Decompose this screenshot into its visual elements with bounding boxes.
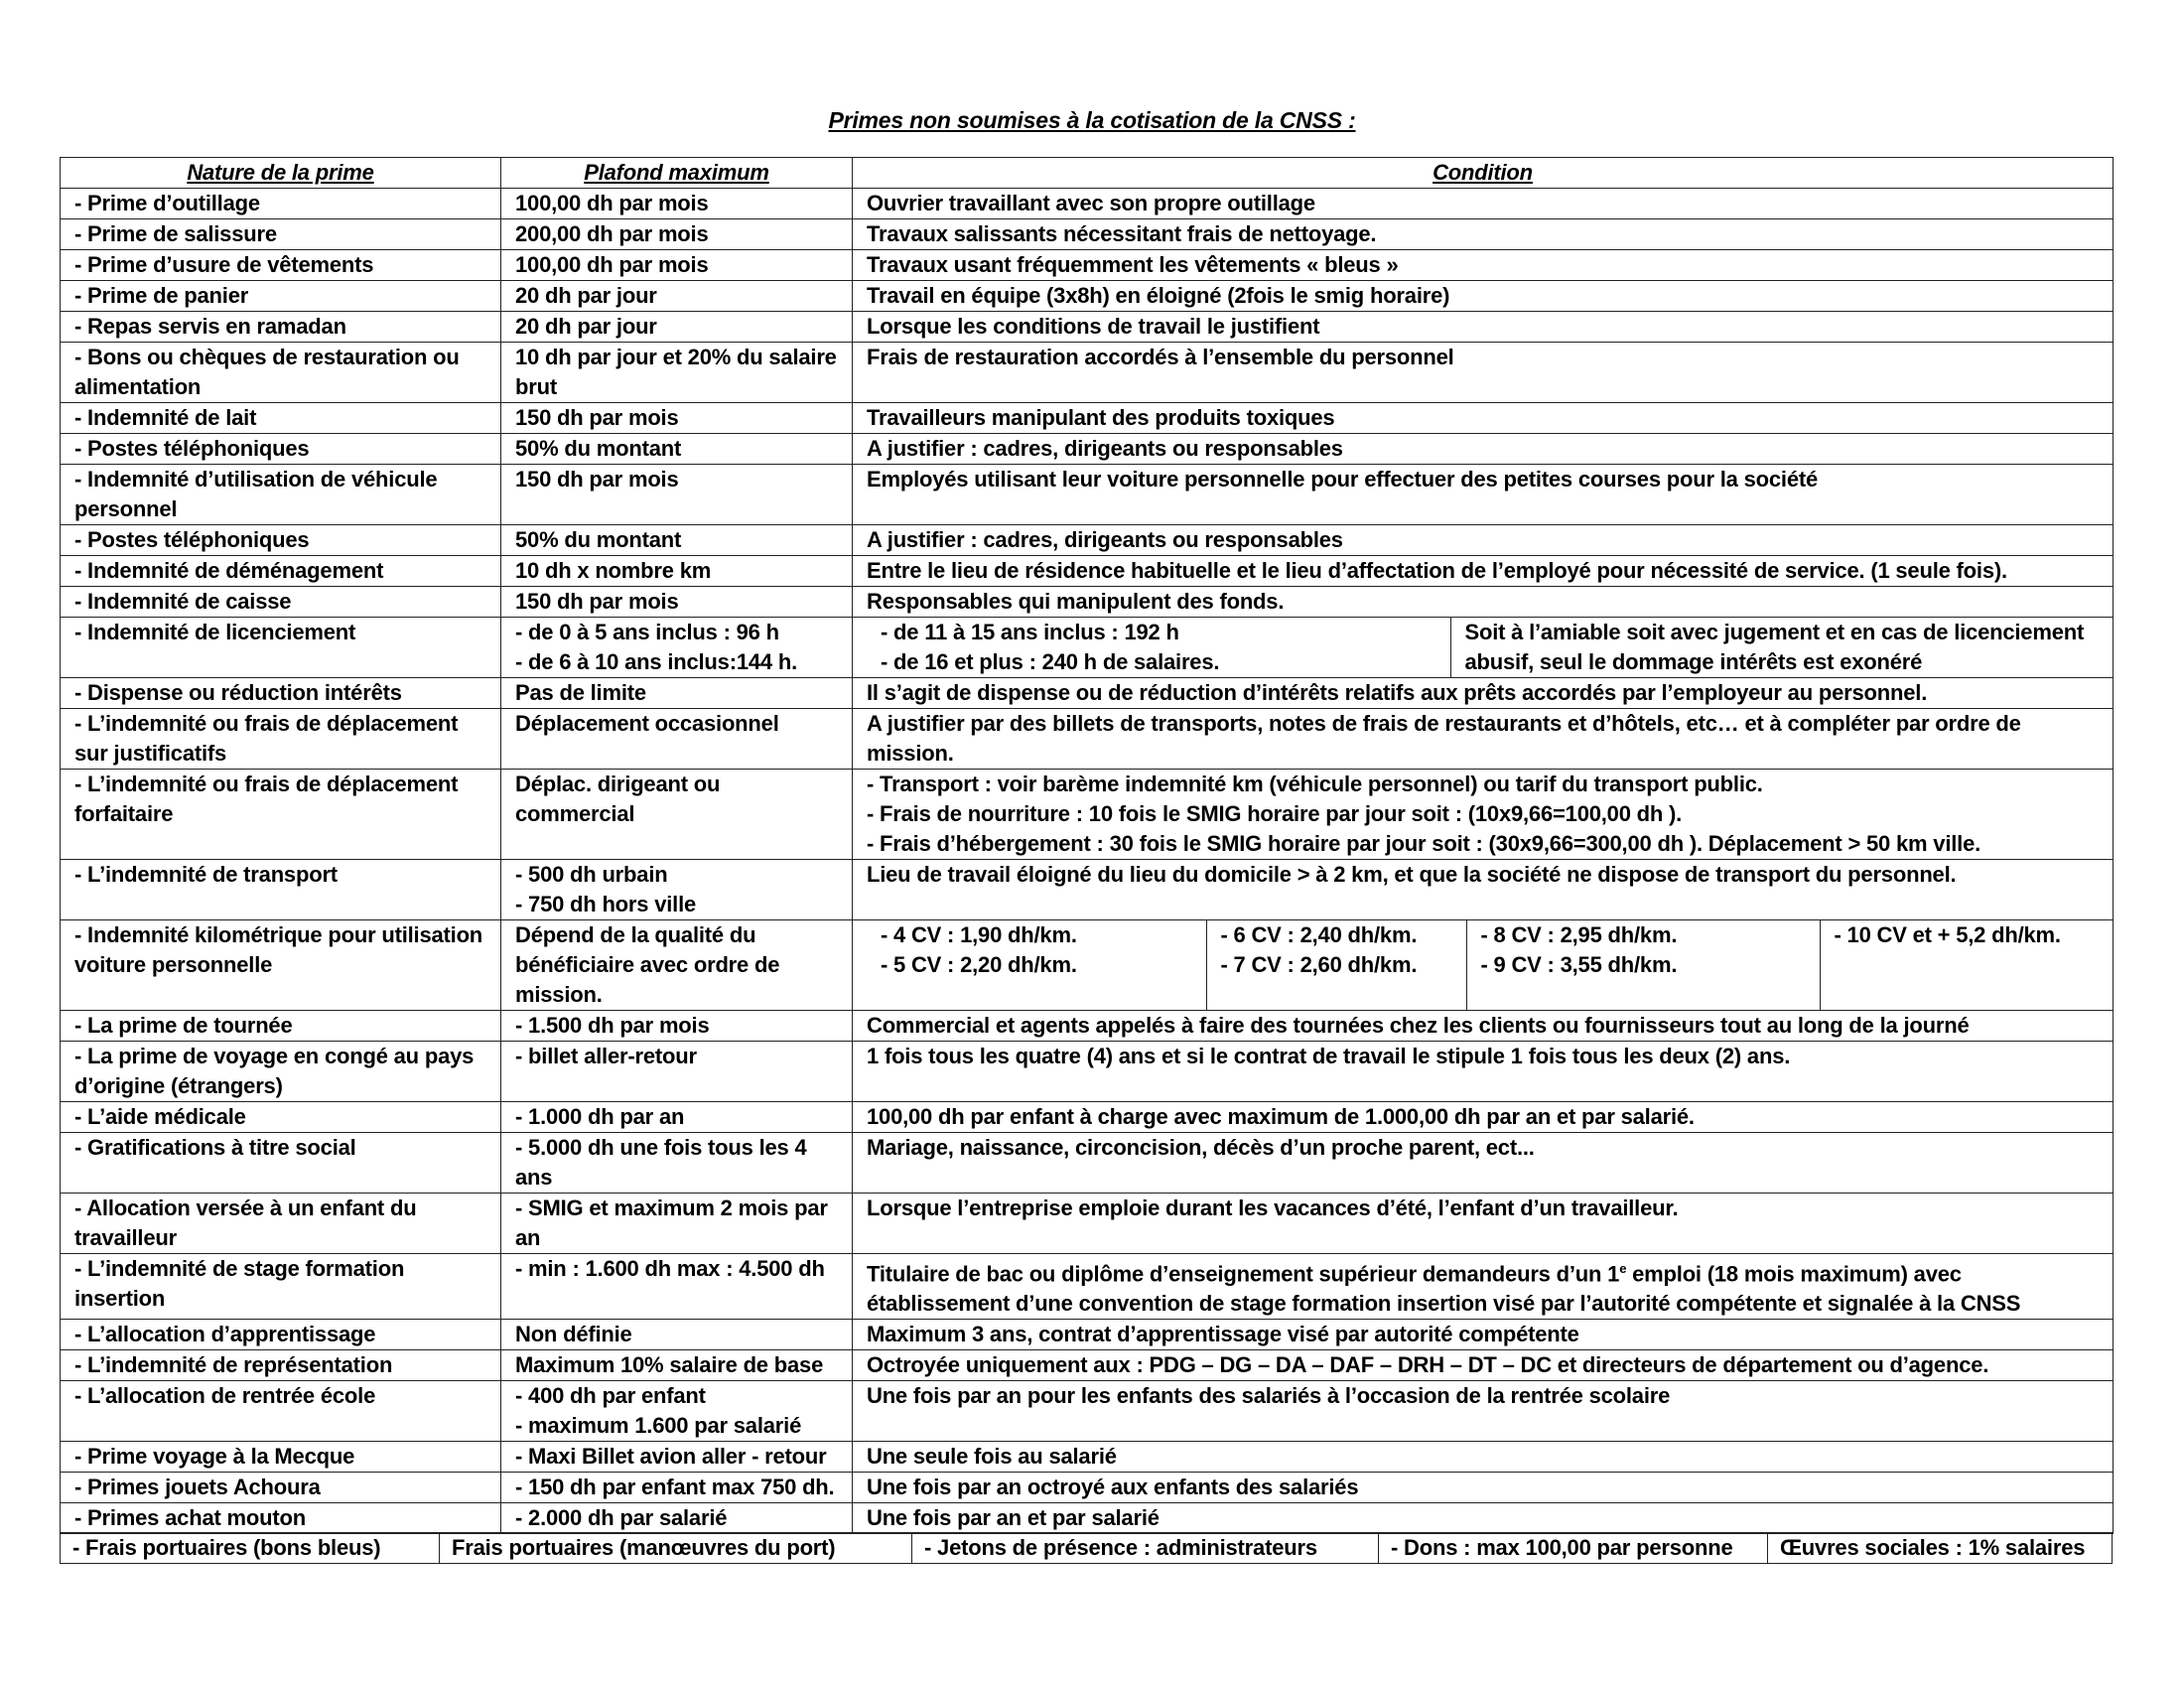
condition-cell: Ouvrier travaillant avec son propre outillage — [853, 189, 2114, 219]
table-row — [61, 1320, 2114, 1350]
header-condition: Condition — [853, 158, 2114, 189]
condition-cell — [853, 1254, 2114, 1320]
table-row — [61, 434, 2114, 465]
condition-line: - 8 CV : 2,95 dh/km. — [1480, 922, 1678, 947]
condition-cell: Il s’agit de dispense ou de réduction d’intérêts relatifs aux prêts accordés par l’employeur au personnel. — [853, 678, 2114, 709]
table-row — [61, 1133, 2114, 1194]
plafond-cell: 20 dh par jour — [501, 281, 853, 312]
nature-cell: - La prime de tournée — [61, 1011, 501, 1042]
condition-cell: 100,00 dh par enfant à charge avec maximum de 1.000,00 dh par an et par salarié. — [853, 1102, 2114, 1133]
final-cell: Frais portuaires (manœuvres du port) — [440, 1533, 912, 1564]
condition-cell: A justifier : cadres, dirigeants ou responsables — [853, 434, 2114, 465]
table-row — [61, 189, 2114, 219]
plafond-cell: Dépend de la qualité du bénéficiaire avec ordre de mission. — [501, 920, 853, 1011]
nature-cell: - Prime de salissure — [61, 219, 501, 250]
nature-cell: - Bons ou chèques de restauration ou alimentation — [61, 343, 501, 403]
plafond-cell: - 150 dh par enfant max 750 dh. — [501, 1473, 853, 1503]
final-cell: - Frais portuaires (bons bleus) — [61, 1533, 440, 1564]
condition-cell: Une seule fois au salarié — [853, 1442, 2114, 1473]
plafond-cell: 20 dh par jour — [501, 312, 853, 343]
table-row-kilometrique — [61, 920, 2114, 1011]
plafond-cell: 10 dh par jour et 20% du salaire brut — [501, 343, 853, 403]
nature-cell: - Repas servis en ramadan — [61, 312, 501, 343]
condition-line: - 4 CV : 1,90 dh/km. — [881, 922, 1077, 947]
condition-text: Titulaire de bac ou diplôme d’enseignement supérieur demandeurs d’un 1 — [867, 1261, 1620, 1287]
nature-cell: - Primes jouets Achoura — [61, 1473, 501, 1503]
condition-cell: Travailleurs manipulant des produits toxiques — [853, 403, 2114, 434]
table-row-licenciement — [61, 618, 2114, 678]
plafond-line: - maximum 1.600 par salarié — [515, 1413, 802, 1439]
condition-line: - Frais de nourriture : 10 fois le SMIG horaire par jour soit : (10x9,66=100,00 dh ). — [867, 801, 1683, 826]
plafond-cell: - Maxi Billet avion aller - retour — [501, 1442, 853, 1473]
condition-cell: Entre le lieu de résidence habituelle et le lieu d’affectation de l’employé pour nécessité de service. (1 seule fois). — [853, 556, 2114, 587]
plafond-cell: 100,00 dh par mois — [501, 189, 853, 219]
condition-part — [1466, 920, 1820, 1010]
nature-cell: - L’indemnité de stage formation insertion — [61, 1254, 501, 1320]
condition-cell: Employés utilisant leur voiture personnelle pour effectuer des petites courses pour la société — [853, 465, 2114, 525]
condition-cell: Travail en équipe (3x8h) en éloigné (2fois le smig horaire) — [853, 281, 2114, 312]
condition-line: - Transport : voir barème indemnité km (véhicule personnel) ou tarif du transport public. — [867, 772, 1763, 796]
plafond-cell: - SMIG et maximum 2 mois par an — [501, 1194, 853, 1254]
plafond-line: - 400 dh par enfant — [515, 1383, 706, 1409]
table-row — [61, 1194, 2114, 1254]
plafond-cell: - billet aller-retour — [501, 1042, 853, 1102]
condition-cell: 1 fois tous les quatre (4) ans et si le contrat de travail le stipule 1 fois tous les deux (2) ans. — [853, 1042, 2114, 1102]
condition-cell: Maximum 3 ans, contrat d’apprentissage visé par autorité compétente — [853, 1320, 2114, 1350]
table-row-rentree — [61, 1381, 2114, 1442]
superscript-e: e — [1619, 1261, 1627, 1276]
condition-cell — [853, 920, 2114, 1011]
nature-cell: - Prime voyage à la Mecque — [61, 1442, 501, 1473]
nature-cell: - Postes téléphoniques — [61, 525, 501, 556]
nature-cell: - L’allocation d’apprentissage — [61, 1320, 501, 1350]
table-row — [61, 1042, 2114, 1102]
table-row — [61, 709, 2114, 770]
plafond-line: - 500 dh urbain — [515, 862, 668, 887]
final-cell: - Jetons de présence : administrateurs — [912, 1533, 1379, 1564]
nature-cell: - Gratifications à titre social — [61, 1133, 501, 1194]
condition-line: - 5 CV : 2,20 dh/km. — [881, 952, 1077, 977]
table-row — [61, 403, 2114, 434]
plafond-cell: - 1.500 dh par mois — [501, 1011, 853, 1042]
condition-cell: Mariage, naissance, circoncision, décès d’un proche parent, ect... — [853, 1133, 2114, 1194]
header-nature: Nature de la prime — [61, 158, 501, 189]
condition-split — [867, 618, 2099, 677]
condition-part — [867, 618, 1450, 677]
table-row — [61, 250, 2114, 281]
condition-cell: Frais de restauration accordés à l’ensemble du personnel — [853, 343, 2114, 403]
nature-cell: - Indemnité de déménagement — [61, 556, 501, 587]
plafond-line: - de 6 à 10 ans inclus:144 h. — [515, 649, 797, 674]
nature-cell: - Prime d’outillage — [61, 189, 501, 219]
condition-cell: Une fois par an octroyé aux enfants des salariés — [853, 1473, 2114, 1503]
condition-cell: Lieu de travail éloigné du lieu du domicile > à 2 km, et que la société ne dispose de transport du personnel. — [853, 860, 2114, 920]
nature-cell: - La prime de voyage en congé au pays d’origine (étrangers) — [61, 1042, 501, 1102]
primes-table — [60, 157, 2114, 1534]
condition-split — [867, 920, 2099, 1010]
plafond-cell: - 2.000 dh par salarié — [501, 1503, 853, 1534]
header-plafond: Plafond maximum — [501, 158, 853, 189]
nature-cell: - L’indemnité de représentation — [61, 1350, 501, 1381]
plafond-cell — [501, 618, 853, 678]
nature-cell: - Postes téléphoniques — [61, 434, 501, 465]
nature-cell: - L’indemnité ou frais de déplacement sur justificatifs — [61, 709, 501, 770]
nature-cell: - Primes achat mouton — [61, 1503, 501, 1534]
table-row — [61, 343, 2114, 403]
condition-cell: Une fois par an pour les enfants des salariés à l’occasion de la rentrée scolaire — [853, 1381, 2114, 1442]
condition-line: - Frais d’hébergement : 30 fois le SMIG horaire par jour soit : (30x9,66=300,00 dh ). Déplacement > 50 km ville. — [867, 831, 1981, 856]
header-row — [61, 158, 2114, 189]
plafond-cell: 10 dh x nombre km — [501, 556, 853, 587]
nature-cell: - Indemnité de licenciement — [61, 618, 501, 678]
condition-cell: Travaux salissants nécessitant frais de nettoyage. — [853, 219, 2114, 250]
table-row — [61, 1503, 2114, 1534]
plafond-cell: 50% du montant — [501, 434, 853, 465]
condition-line: - 7 CV : 2,60 dh/km. — [1220, 952, 1418, 977]
table-row-transport — [61, 860, 2114, 920]
nature-cell: - L’allocation de rentrée école — [61, 1381, 501, 1442]
table-row-stage — [61, 1254, 2114, 1320]
condition-cell: Lorsque l’entreprise emploie durant les vacances d’été, l’enfant d’un travailleur. — [853, 1194, 2114, 1254]
final-cell: - Dons : max 100,00 par personne — [1379, 1533, 1768, 1564]
table-row — [61, 281, 2114, 312]
nature-cell: - L’indemnité ou frais de déplacement forfaitaire — [61, 770, 501, 860]
condition-cell: A justifier par des billets de transports, notes de frais de restaurants et d’hôtels, etc… et à compléter par ordre de mission. — [853, 709, 2114, 770]
table-row — [61, 678, 2114, 709]
condition-cell: Travaux usant fréquemment les vêtements « bleus » — [853, 250, 2114, 281]
condition-part — [1206, 920, 1466, 1010]
plafond-line: - 750 dh hors ville — [515, 892, 697, 916]
plafond-cell: 150 dh par mois — [501, 587, 853, 618]
condition-line: - de 11 à 15 ans inclus : 192 h — [881, 620, 1179, 644]
table-row-final — [61, 1533, 2113, 1564]
condition-cell: Commercial et agents appelés à faire des tournées chez les clients ou fournisseurs tout au long de la journé — [853, 1011, 2114, 1042]
nature-cell: - L’aide médicale — [61, 1102, 501, 1133]
table-row — [61, 587, 2114, 618]
final-row-table — [60, 1532, 2113, 1564]
nature-cell: - Dispense ou réduction intérêts — [61, 678, 501, 709]
final-cell: Œuvres sociales : 1% salaires — [1768, 1533, 2113, 1564]
plafond-cell: - min : 1.600 dh max : 4.500 dh — [501, 1254, 853, 1320]
plafond-cell: Maximum 10% salaire de base — [501, 1350, 853, 1381]
condition-cell: Lorsque les conditions de travail le justifient — [853, 312, 2114, 343]
nature-cell: - Indemnité de caisse — [61, 587, 501, 618]
nature-cell: - Indemnité d’utilisation de véhicule personnel — [61, 465, 501, 525]
condition-text: emploi (18 mois maximum) avec établissement d’une convention de stage formation insertion visé par l’autorité compétente et signalée à la CNSS — [867, 1261, 2021, 1317]
condition-cell — [853, 770, 2114, 860]
plafond-cell: Déplacement occasionnel — [501, 709, 853, 770]
plafond-cell: Non définie — [501, 1320, 853, 1350]
plafond-cell: - 1.000 dh par an — [501, 1102, 853, 1133]
table-row — [61, 1011, 2114, 1042]
plafond-cell: Déplac. dirigeant ou commercial — [501, 770, 853, 860]
nature-cell: - Allocation versée à un enfant du travailleur — [61, 1194, 501, 1254]
condition-part — [1820, 920, 2099, 1010]
plafond-cell: 150 dh par mois — [501, 403, 853, 434]
table-row — [61, 1442, 2114, 1473]
condition-cell: Une fois par an et par salarié — [853, 1503, 2114, 1534]
table-row — [61, 465, 2114, 525]
plafond-cell: Pas de limite — [501, 678, 853, 709]
table-row — [61, 219, 2114, 250]
table-row — [61, 525, 2114, 556]
condition-line: - 10 CV et + 5,2 dh/km. — [1834, 922, 2061, 947]
page-title: Primes non soumises à la cotisation de la CNSS : — [828, 107, 1356, 133]
table-row — [61, 1473, 2114, 1503]
plafond-line: - de 0 à 5 ans inclus : 96 h — [515, 620, 779, 644]
plafond-cell: 150 dh par mois — [501, 465, 853, 525]
condition-cell: A justifier : cadres, dirigeants ou responsables — [853, 525, 2114, 556]
nature-cell: - Prime de panier — [61, 281, 501, 312]
nature-cell: - L’indemnité de transport — [61, 860, 501, 920]
nature-cell: - Prime d’usure de vêtements — [61, 250, 501, 281]
table-row — [61, 312, 2114, 343]
condition-line: - de 16 et plus : 240 h de salaires. — [881, 649, 1220, 674]
table-row — [61, 556, 2114, 587]
plafond-cell: 100,00 dh par mois — [501, 250, 853, 281]
plafond-cell: 50% du montant — [501, 525, 853, 556]
table-row-forfaitaire — [61, 770, 2114, 860]
plafond-cell — [501, 860, 853, 920]
nature-cell: - Indemnité kilométrique pour utilisation voiture personnelle — [61, 920, 501, 1011]
condition-part — [867, 920, 1206, 1010]
plafond-cell — [501, 1381, 853, 1442]
plafond-cell: - 5.000 dh une fois tous les 4 ans — [501, 1133, 853, 1194]
plafond-cell: 200,00 dh par mois — [501, 219, 853, 250]
condition-part: Soit à l’amiable soit avec jugement et en cas de licenciement abusif, seul le dommage intérêts est exonéré — [1450, 618, 2099, 677]
table-row — [61, 1102, 2114, 1133]
condition-cell: Responsables qui manipulent des fonds. — [853, 587, 2114, 618]
condition-line: - 6 CV : 2,40 dh/km. — [1220, 922, 1418, 947]
condition-line: - 9 CV : 3,55 dh/km. — [1480, 952, 1678, 977]
nature-cell: - Indemnité de lait — [61, 403, 501, 434]
condition-cell — [853, 618, 2114, 678]
table-row — [61, 1350, 2114, 1381]
condition-cell: Octroyée uniquement aux : PDG – DG – DA – DAF – DRH – DT – DC et directeurs de département ou d’agence. — [853, 1350, 2114, 1381]
